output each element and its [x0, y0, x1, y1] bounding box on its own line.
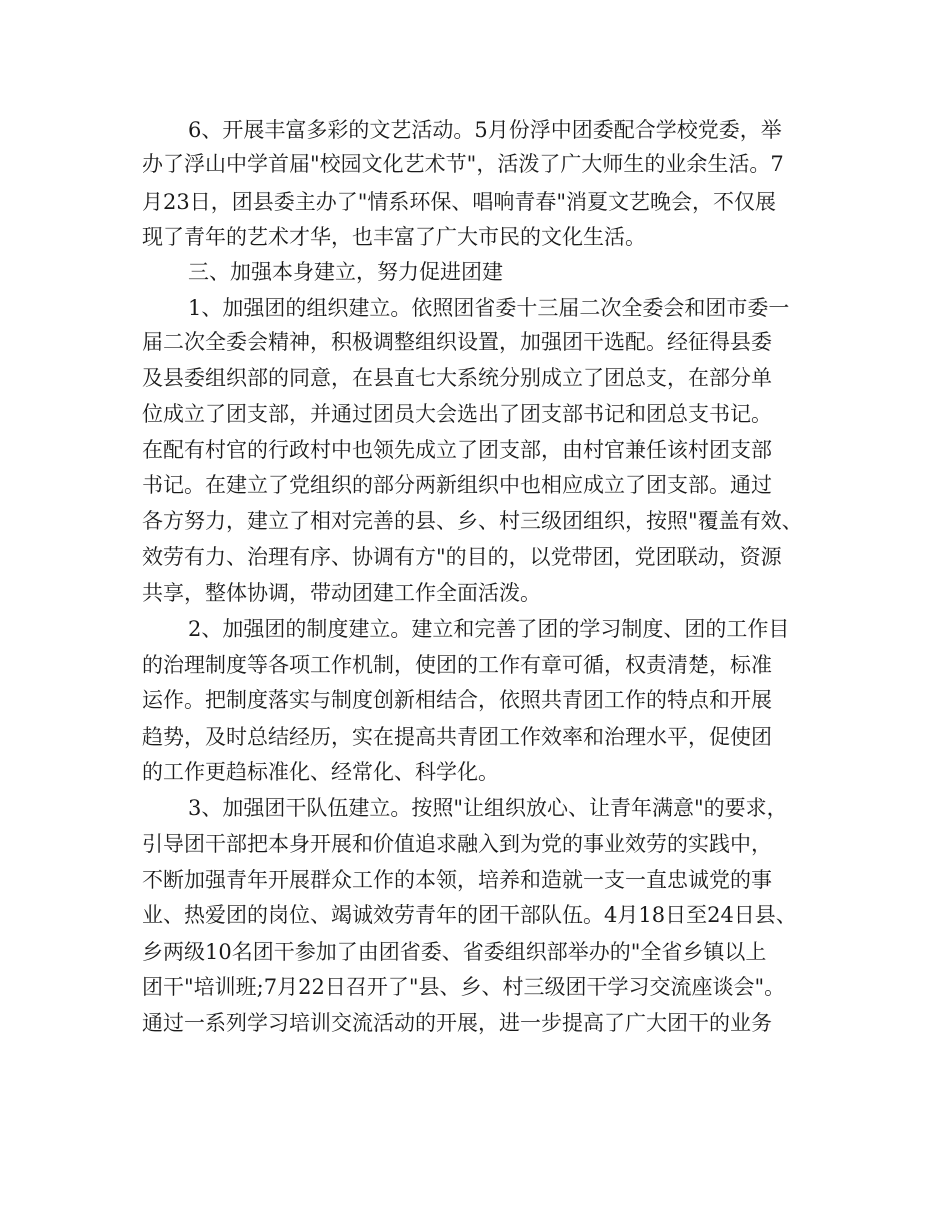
text-line: 3、加强团干队伍建立。按照"让组织放心、让青年满意"的要求，: [188, 796, 788, 820]
text-line: 团干"培训班;7月22日召开了"县、乡、村三级团干学习交流座谈会"。: [142, 975, 786, 999]
text-line: 届二次全委会精神，积极调整组织设置，加强团干选配。经征得县委: [142, 330, 772, 354]
text-line: 在配有村官的行政村中也领先成立了团支部，由村官兼任该村团支部: [142, 438, 772, 462]
text-line: 通过一系列学习培训交流活动的开展，进一步提高了广大团干的业务: [142, 1011, 772, 1035]
section-heading: 三、加强本身建立，努力促进团建: [188, 260, 503, 284]
text-line: 业、热爱团的岗位、竭诚效劳青年的团干部队伍。4月18日至24日县、: [142, 903, 797, 927]
text-line: 各方努力，建立了相对完善的县、乡、村三级团组织，按照"覆盖有效、: [142, 509, 803, 533]
text-line: 位成立了团支部，并通过团员大会选出了团支部书记和团总支书记。: [142, 402, 772, 426]
text-line: 月23日，团县委主办了"情系环保、唱响青春"消夏文艺晚会，不仅展: [142, 190, 777, 214]
text-line: 引导团干部把本身开展和价值追求融入到为党的事业效劳的实践中，: [142, 832, 772, 856]
text-line: 效劳有力、治理有序、协调有方"的目的，以党带团，党团联动，资源: [142, 545, 782, 569]
text-line: 办了浮山中学首届"校园文化艺术节"，活泼了广大师生的业余生活。7: [142, 152, 784, 176]
text-line: 趋势，及时总结经历，实在提高共青团工作效率和治理水平，促使团: [142, 725, 772, 749]
text-line: 不断加强青年开展群众工作的本领，培养和造就一支一直忠诚党的事: [142, 868, 772, 892]
text-line: 的工作更趋标准化、经常化、科学化。: [142, 760, 499, 784]
text-line: 1、加强团的组织建立。依照团省委十三届二次全委会和团市委一: [188, 296, 790, 320]
text-line: 运作。把制度落实与制度创新相结合，依照共青团工作的特点和开展: [142, 688, 772, 712]
text-line: 乡两级10名团干参加了由团省委、省委组织部举办的"全省乡镇以上: [142, 940, 767, 964]
text-line: 6、开展丰富多彩的文艺活动。5月份浮中团委配合学校党委，举: [188, 118, 782, 142]
text-line: 的治理制度等各项工作机制，使团的工作有章可循，权责清楚，标准: [142, 653, 772, 677]
text-line: 书记。在建立了党组织的部分两新组织中也相应成立了团支部。通过: [142, 473, 772, 497]
text-line: 及县委组织部的同意，在县直七大系统分别成立了团总支，在部分单: [142, 366, 772, 390]
text-line: 现了青年的艺术才华，也丰富了广大市民的文化生活。: [142, 225, 646, 249]
text-line: 共享，整体协调，带动团建工作全面活泼。: [142, 581, 541, 605]
text-line: 2、加强团的制度建立。建立和完善了团的学习制度、团的工作目: [188, 617, 790, 641]
